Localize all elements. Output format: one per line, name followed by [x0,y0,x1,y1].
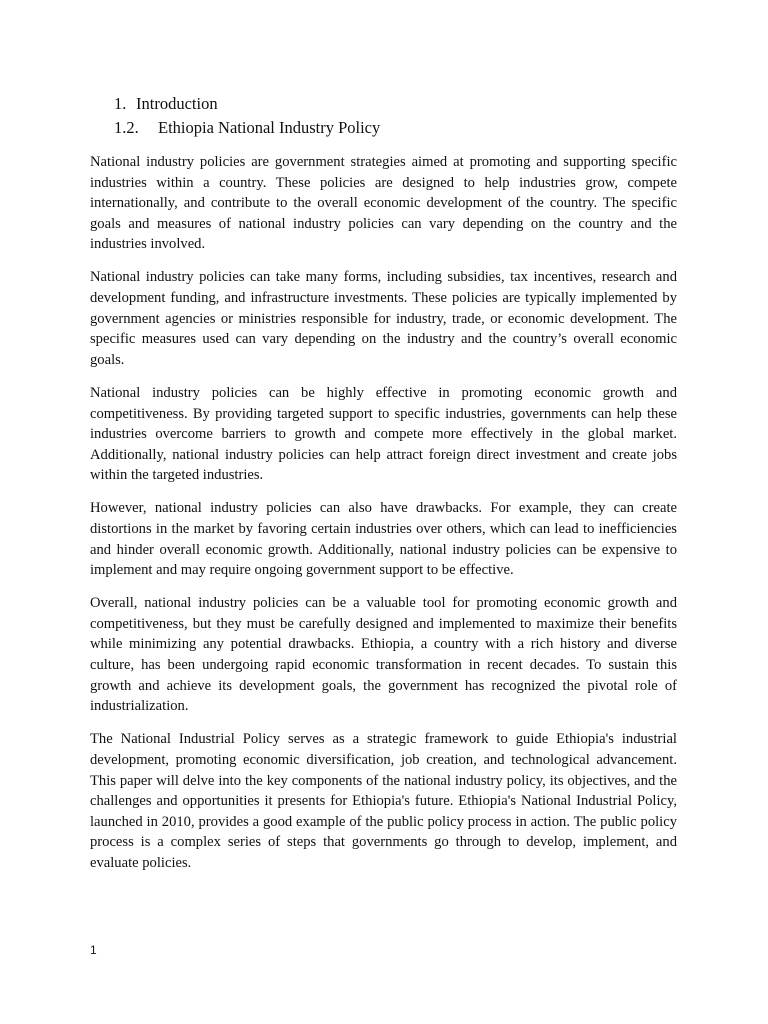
paragraph-3: National industry policies can be highly effective in promoting economic growth and competitiveness. By providing targeted support to specific industries, governments can help these industries overcome barriers to growth and compete more effectively in the global market. Additionally, national industry policies can help attract foreign direct investment and create jobs within the targeted industries. [90,384,677,484]
paragraph-2: National industry policies can take many forms, including subsidies, tax incentives, research and development funding, and infrastructure investments. These policies are typically implemented by government agencies or ministries responsible for industry, trade, or economic development. The specific measures used can vary depending on the industry and the country’s overall economic goals. [90,269,677,368]
subsection-heading-industry-policy [114,118,380,138]
subsection-title: Ethiopia National Industry Policy [158,118,381,137]
section-heading-introduction [114,94,218,114]
paragraph-4: However, national industry policies can also have drawbacks. For example, they can create distortions in the market by favoring certain industries over others, which can lead to inefficiencies and hinder overall economic growth. Additionally, national industry policies can be expensive to implement and may require ongoing government support to be effective. [90,500,677,579]
section-title: Introduction [136,94,218,113]
paragraph-5: Overall, national industry policies can be a valuable tool for promoting economic growth and competitiveness, but they must be carefully designed and implemented to maximize their benefits while minimizing any potential drawbacks. Ethiopia, a country with a rich history and diverse culture, has been undergoing rapid economic transformation in recent decades. To sustain this growth and achieve its development goals, the government has recognized the pivotal role of industrialization. [90,595,677,715]
subsection-number: 1.2. [114,118,139,137]
body-text [90,152,677,886]
section-number: 1. [114,94,127,113]
paragraph-1: National industry policies are government strategies aimed at promoting and supporting specific industries within a country. These policies are designed to help industries grow, compete internationally, and contribute to the overall economic development of the country. The specific goals and measures of national industry policies can vary depending on the country and the industries involved. [90,154,677,253]
page-number: 1 [90,943,97,957]
paragraph-6: The National Industrial Policy serves as a strategic framework to guide Ethiopia's industrial development, promoting economic diversification, job creation, and technological advancement. This paper will delve into the key components of the national industry policy, its objectives, and the challenges and opportunities it presents for Ethiopia's future. Ethiopia's National Industrial Policy, launched in 2010, provides a good example of the public policy process in action. The public policy process is a complex series of steps that governments go through to develop, implement, and evaluate policies. [90,731,677,871]
